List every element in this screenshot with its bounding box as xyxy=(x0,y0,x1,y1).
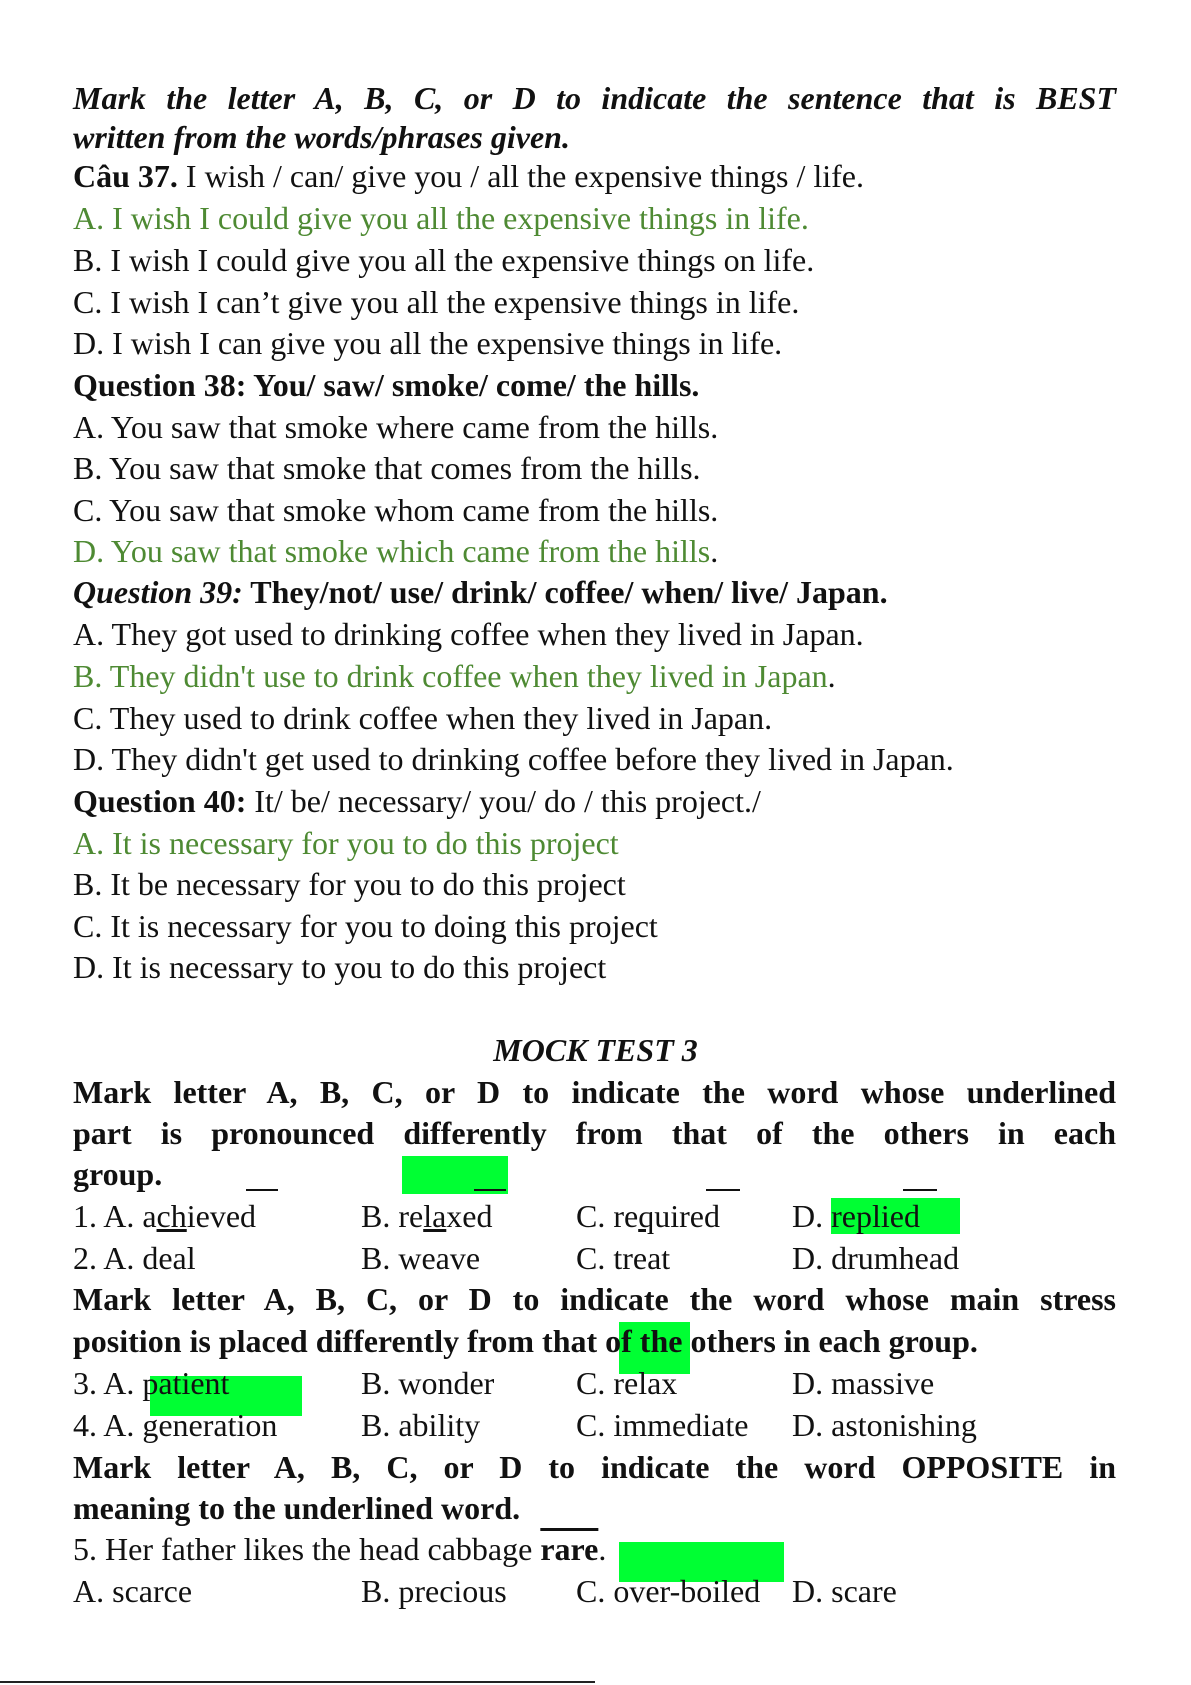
question-5: 5. Her father likes the head cabbage rare. xyxy=(73,1531,607,1567)
s1-row-1 xyxy=(73,1195,1116,1237)
q37-option-d: D. I wish I can give you all the expensive things in life. xyxy=(73,325,783,361)
row-num-a: 1. A. achieved xyxy=(73,1198,257,1234)
option-c: C. relax xyxy=(576,1365,678,1401)
option-b: B. relaxed xyxy=(361,1198,493,1234)
question-37 xyxy=(73,155,864,197)
q40-option-d: D. It is necessary to you to do this project xyxy=(73,949,607,985)
question-prompt: I wish / can/ give you / all the expensive things / life. xyxy=(177,158,864,194)
option-d: D. scare xyxy=(792,1573,897,1609)
option-c: C. immediate xyxy=(576,1407,749,1443)
q38-option-d: D. You saw that smoke which came from the hills. xyxy=(73,533,719,569)
dash-mark xyxy=(246,1189,278,1191)
option-c: C. required xyxy=(576,1198,720,1234)
q5-text: 5. Her father likes the head cabbage xyxy=(73,1531,541,1567)
option-b: B. precious xyxy=(361,1573,507,1609)
q37-option-c: C. I wish I can’t give you all the expensive things in life. xyxy=(73,284,800,320)
question-38: Question 38: You/ saw/ smoke/ come/ the hills. xyxy=(73,367,700,403)
section2-line-2 xyxy=(73,1320,978,1362)
s1-row-2 xyxy=(73,1237,1116,1279)
q37-option-b: B. I wish I could give you all the expensive things on life. xyxy=(73,242,815,278)
option-b: B. wonder xyxy=(361,1365,495,1401)
q38-option-c: C. You saw that smoke whom came from the hills. xyxy=(73,492,719,528)
section3-line-1: Mark letter A, B, C, or D to indicate the word OPPOSITE in xyxy=(73,1449,1116,1485)
q5-options xyxy=(73,1570,1116,1612)
option-b: B. weave xyxy=(361,1240,481,1276)
question-40 xyxy=(73,780,761,822)
q39-option-d: D. They didn't get used to drinking coffee before they lived in Japan. xyxy=(73,741,954,777)
q39-option-b: B. They didn't use to drink coffee when they lived in Japan. xyxy=(73,658,836,694)
row-num-a: 4. A. generation xyxy=(73,1407,278,1443)
q39-option-c: C. They used to drink coffee when they lived in Japan. xyxy=(73,700,773,736)
q40-option-b: B. It be necessary for you to do this project xyxy=(73,866,626,902)
section1-line-2: part is pronounced differently from that of the others in each xyxy=(73,1115,1116,1151)
option-d: D. astonishing xyxy=(792,1407,977,1443)
instruction-line-1: Mark the letter A, B, C, or D to indicate the sentence that is BEST xyxy=(73,80,1116,116)
row-num-a: 3. A. patient xyxy=(73,1365,230,1401)
q38-option-b: B. You saw that smoke that comes from the hills. xyxy=(73,450,701,486)
option-c: C. treat xyxy=(576,1240,671,1276)
option-d: D. replied xyxy=(792,1195,960,1237)
instruction-line-2: written from the words/phrases given. xyxy=(73,119,570,155)
q39-option-b-text: B. They didn't use to drink coffee when they lived in Japan xyxy=(73,658,828,694)
q38-option-d-text: D. You saw that smoke which came from the hills xyxy=(73,533,711,569)
s2-row-4 xyxy=(73,1404,1116,1446)
question-label: Câu 37. xyxy=(73,158,178,194)
section2-line-2-text: position is placed differently from that of the others in each group. xyxy=(73,1323,978,1359)
dash-mark xyxy=(903,1189,937,1191)
mock-test-title: MOCK TEST 3 xyxy=(493,1032,698,1068)
q40-option-a: A. It is necessary for you to do this project xyxy=(73,825,619,861)
section3-line-2: meaning to the underlined word. xyxy=(73,1490,521,1526)
question-label: Question 39: xyxy=(73,574,243,610)
q37-option-a: A. I wish I could give you all the expensive things in life. xyxy=(73,200,809,236)
dash-mark xyxy=(706,1189,740,1191)
question-39 xyxy=(73,571,888,613)
option-d: D. massive xyxy=(792,1365,935,1401)
option-d: D. drumhead xyxy=(792,1240,960,1276)
q39-option-a: A. They got used to drinking coffee when they lived in Japan. xyxy=(73,616,864,652)
option-b: B. ability xyxy=(361,1407,481,1443)
option-a: A. scarce xyxy=(73,1573,193,1609)
q40-option-c: C. It is necessary for you to doing this project xyxy=(73,908,658,944)
q38-option-a: A. You saw that smoke where came from the hills. xyxy=(73,409,719,445)
dash-mark xyxy=(474,1189,506,1191)
q5-underlined-word: rare xyxy=(540,1531,599,1567)
s2-row-3 xyxy=(73,1362,1116,1404)
question-label: Question 40: xyxy=(73,783,247,819)
option-c: C. over-boiled xyxy=(576,1573,761,1609)
section2-line-1: Mark letter A, B, C, or D to indicate the word whose main stress xyxy=(73,1281,1116,1317)
section1-line-3: group. xyxy=(73,1156,163,1192)
question-prompt: It/ be/ necessary/ you/ do / this project./ xyxy=(246,783,761,819)
question-prompt: They/not/ use/ drink/ coffee/ when/ live/ Japan. xyxy=(242,574,888,610)
section1-line-1: Mark letter A, B, C, or D to indicate the word whose underlined xyxy=(73,1074,1116,1110)
row-num-a: 2. A. deal xyxy=(73,1240,196,1276)
footer-rule xyxy=(0,1681,595,1683)
